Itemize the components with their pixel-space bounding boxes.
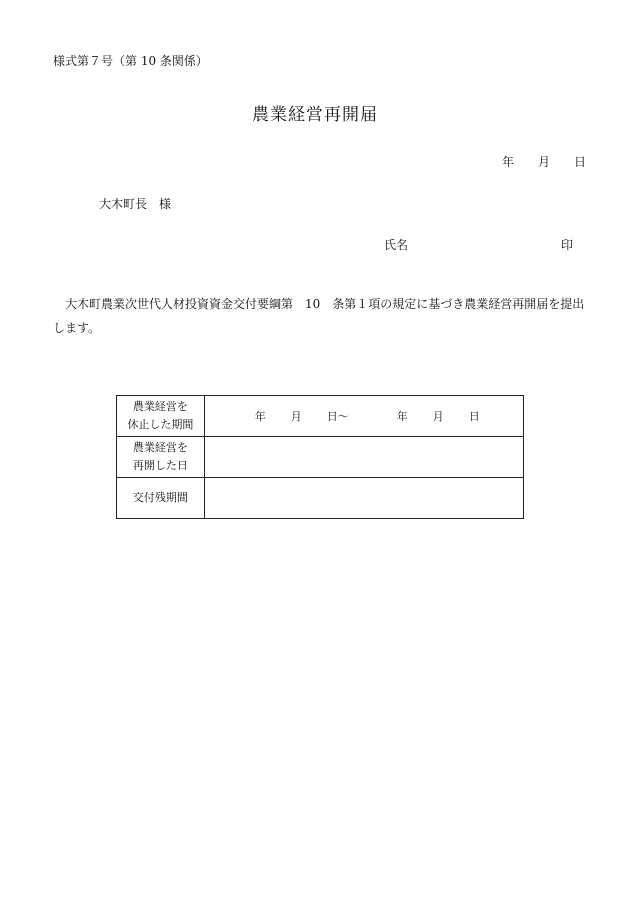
start-year-label: 年: [254, 410, 266, 423]
addressee: 大木町長 様: [99, 197, 172, 211]
suspension-period-label: [117, 396, 205, 437]
label-line: 再開した日: [132, 459, 188, 472]
period-range: [205, 408, 523, 424]
table-row: [117, 396, 524, 437]
label-line: 農業経営を: [132, 441, 188, 454]
label-line: 農業経営を: [132, 400, 188, 413]
end-month-label: 月: [432, 410, 444, 423]
form-number: 様式第７号（第 10 条関係）: [53, 54, 208, 68]
info-table: [116, 395, 524, 519]
remaining-grant-period-field[interactable]: [204, 478, 523, 519]
submission-statement: 大木町農業次世代人材投資資金交付要綱第 10 条第１項の規定に基づき農業経営再開届を提出します。: [53, 297, 585, 335]
end-year-label: 年: [396, 410, 408, 423]
seal-label: 印: [561, 238, 574, 252]
remaining-grant-period-label: 交付残期間: [117, 478, 205, 519]
suspension-period-field[interactable]: [204, 396, 523, 437]
table-row: [117, 437, 524, 478]
resumption-date-field[interactable]: [204, 437, 523, 478]
date-day-label: 日: [574, 155, 587, 169]
resumption-date-label: [117, 437, 205, 478]
label-line: 休止した期間: [127, 418, 194, 431]
end-day-label: 日: [468, 410, 480, 423]
applicant-name-label: 氏名: [384, 238, 409, 252]
start-month-label: 月: [290, 410, 302, 423]
start-day-label: 日～: [326, 410, 349, 423]
date-month-label: 月: [538, 155, 551, 169]
date-line: [502, 153, 586, 170]
table-row: [117, 478, 524, 519]
document-title: 農業経営再開届: [252, 105, 378, 125]
date-year-label: 年: [502, 155, 515, 169]
